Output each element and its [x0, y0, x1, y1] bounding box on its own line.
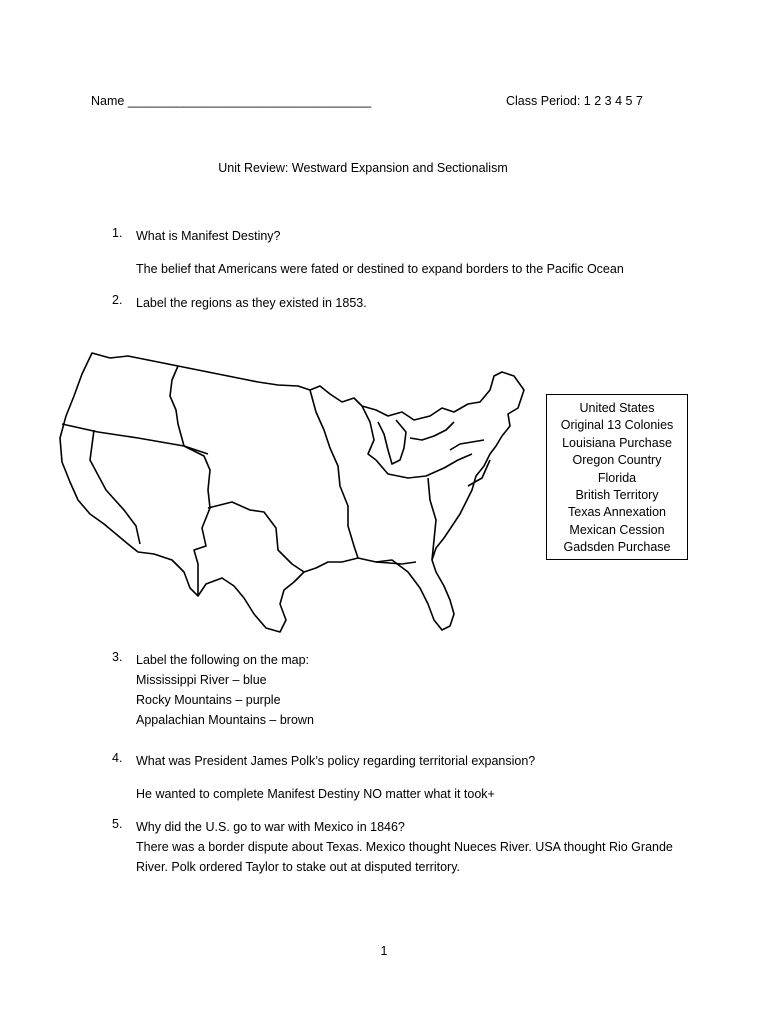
question-4-answer: He wanted to complete Manifest Destiny NO matter what it took+ [136, 787, 495, 801]
us-outline-map [58, 350, 528, 640]
legend-item: Original 13 Colonies [560, 418, 674, 433]
page-number: 1 [380, 944, 388, 958]
question-1-answer: The belief that Americans were fated or destined to expand borders to the Pacific Ocean [136, 262, 624, 276]
legend-item: United States [579, 401, 655, 415]
map-border [310, 390, 358, 558]
question-1-number: 1. [112, 226, 123, 240]
question-3-text: Label the following on the map: [136, 653, 310, 667]
question-3-item: Appalachian Mountains – brown [136, 713, 314, 727]
region-legend [546, 394, 688, 560]
question-5-number: 5. [112, 817, 123, 831]
legend-item: Oregon Country [572, 453, 662, 468]
question-4-number: 4. [112, 751, 123, 765]
map-border [378, 420, 406, 464]
legend-item: Louisiana Purchase [562, 435, 672, 450]
legend-item: British Territory [575, 488, 659, 503]
question-4-text: What was President James Polk’s policy regarding territorial expansion? [136, 754, 536, 768]
question-3-number: 3. [112, 650, 123, 664]
question-5-text: Why did the U.S. go to war with Mexico in 1846? [136, 820, 405, 834]
question-2-number: 2. [112, 293, 123, 307]
map-border [90, 430, 140, 544]
page-title: Unit Review: Westward Expansion and Sectionalism [218, 161, 508, 175]
map-border [428, 478, 436, 560]
question-2-text: Label the regions as they existed in 1853. [136, 296, 367, 310]
map-border [362, 406, 376, 460]
map-border [62, 424, 208, 454]
question-1-text: What is Manifest Destiny? [136, 229, 281, 243]
legend-item: Gadsden Purchase [563, 540, 671, 555]
legend-item: Texas Annexation [568, 505, 666, 520]
question-3-item: Mississippi River – blue [136, 673, 267, 687]
legend-item: Mexican Cession [569, 522, 665, 537]
question-5-answer: River. Polk ordered Taylor to stake out at disputed territory. [136, 860, 460, 874]
name-field: Name ___________________________________ [91, 94, 372, 108]
question-3-item: Rocky Mountains – purple [136, 693, 281, 707]
map-border [170, 366, 210, 596]
map-border [208, 502, 304, 572]
map-outline [60, 353, 524, 632]
question-5-answer: There was a border dispute about Texas. Mexico thought Nueces River. USA thought Rio Grande [136, 840, 673, 854]
map-border [410, 422, 454, 440]
legend-item: Florida [597, 470, 637, 485]
map-border [450, 440, 484, 450]
class-period: Class Period: 1 2 3 4 5 7 [506, 94, 643, 108]
